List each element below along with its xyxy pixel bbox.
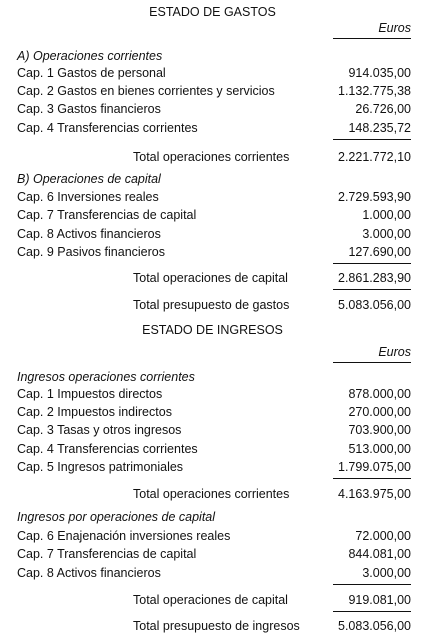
ingresos-row-value: 878.000,00 xyxy=(348,387,411,401)
ingresos-group1-rule xyxy=(333,478,411,479)
gastos-row-value: 148.235,72 xyxy=(348,121,411,135)
gastos-row-value: 2.729.593,90 xyxy=(338,190,411,204)
gastos-grand-total-value: 5.083.056,00 xyxy=(338,298,411,312)
gastos-title: ESTADO DE GASTOS xyxy=(149,5,276,19)
gastos-row-label: Cap. 8 Activos financieros xyxy=(17,227,161,241)
ingresos-row-label: Cap. 1 Impuestos directos xyxy=(17,387,163,401)
ingresos-group2-total-label: Total operaciones de capital xyxy=(133,593,288,607)
ingresos-grand-total-value: 5.083.056,00 xyxy=(338,619,411,633)
ingresos-row-value: 1.799.075,00 xyxy=(338,460,411,474)
gastos-unit-header: Euros xyxy=(378,21,411,35)
ingresos-group2-total-value: 919.081,00 xyxy=(348,593,411,607)
gastos-groupA-total-value: 2.221.772,10 xyxy=(338,150,411,164)
gastos-row-label: Cap. 6 Inversiones reales xyxy=(17,190,159,204)
gastos-row-value: 127.690,00 xyxy=(348,245,411,259)
gastos-groupB-total-value: 2.861.283,90 xyxy=(338,271,411,285)
gastos-groupB-total-label: Total operaciones de capital xyxy=(133,271,288,285)
ingresos-total-rule xyxy=(333,611,411,612)
gastos-row-label: Cap. 9 Pasivos financieros xyxy=(17,245,165,259)
ingresos-group1-total-label: Total operaciones corrientes xyxy=(133,487,290,501)
ingresos-group1-total-value: 4.163.975,00 xyxy=(338,487,411,501)
gastos-row-label: Cap. 1 Gastos de personal xyxy=(17,66,166,80)
gastos-row-value: 1.000,00 xyxy=(362,208,411,222)
ingresos-row-label: Cap. 7 Transferencias de capital xyxy=(17,547,197,561)
ingresos-group1-heading: Ingresos operaciones corrientes xyxy=(17,370,195,384)
gastos-total-rule xyxy=(333,289,411,290)
gastos-unit-rule xyxy=(333,38,411,39)
ingresos-row-value: 72.000,00 xyxy=(355,529,411,543)
ingresos-row-label: Cap. 5 Ingresos patrimoniales xyxy=(17,460,184,474)
ingresos-row-label: Cap. 8 Activos financieros xyxy=(17,566,161,580)
ingresos-row-label: Cap. 6 Enajenación inversiones reales xyxy=(17,529,231,543)
gastos-row-label: Cap. 7 Transferencias de capital xyxy=(17,208,197,222)
ingresos-group2-rule xyxy=(333,584,411,585)
gastos-groupA-heading: A) Operaciones corrientes xyxy=(17,49,163,63)
gastos-grand-total-label: Total presupuesto de gastos xyxy=(133,298,290,312)
ingresos-row-value: 703.900,00 xyxy=(348,423,411,437)
ingresos-unit-header: Euros xyxy=(378,345,411,359)
gastos-row-value: 3.000,00 xyxy=(362,227,411,241)
gastos-groupB-heading: B) Operaciones de capital xyxy=(17,172,161,186)
ingresos-unit-rule xyxy=(333,362,411,363)
gastos-groupA-total-label: Total operaciones corrientes xyxy=(133,150,290,164)
ingresos-row-label: Cap. 2 Impuestos indirectos xyxy=(17,405,172,419)
ingresos-group2-heading: Ingresos por operaciones de capital xyxy=(17,510,216,524)
ingresos-grand-total-label: Total presupuesto de ingresos xyxy=(133,619,300,633)
gastos-row-label: Cap. 4 Transferencias corrientes xyxy=(17,121,198,135)
gastos-row-value: 914.035,00 xyxy=(348,66,411,80)
gastos-groupA-rule xyxy=(333,139,411,140)
ingresos-row-value: 270.000,00 xyxy=(348,405,411,419)
gastos-row-label: Cap. 3 Gastos financieros xyxy=(17,102,161,116)
ingresos-row-value: 513.000,00 xyxy=(348,442,411,456)
gastos-groupB-rule xyxy=(333,263,411,264)
ingresos-title: ESTADO DE INGRESOS xyxy=(142,323,283,337)
ingresos-row-value: 844.081,00 xyxy=(348,547,411,561)
ingresos-row-value: 3.000,00 xyxy=(362,566,411,580)
ingresos-row-label: Cap. 4 Transferencias corrientes xyxy=(17,442,198,456)
gastos-row-value: 26.726,00 xyxy=(355,102,411,116)
gastos-row-value: 1.132.775,38 xyxy=(338,84,411,98)
ingresos-row-label: Cap. 3 Tasas y otros ingresos xyxy=(17,423,182,437)
gastos-row-label: Cap. 2 Gastos en bienes corrientes y servicios xyxy=(17,84,275,98)
